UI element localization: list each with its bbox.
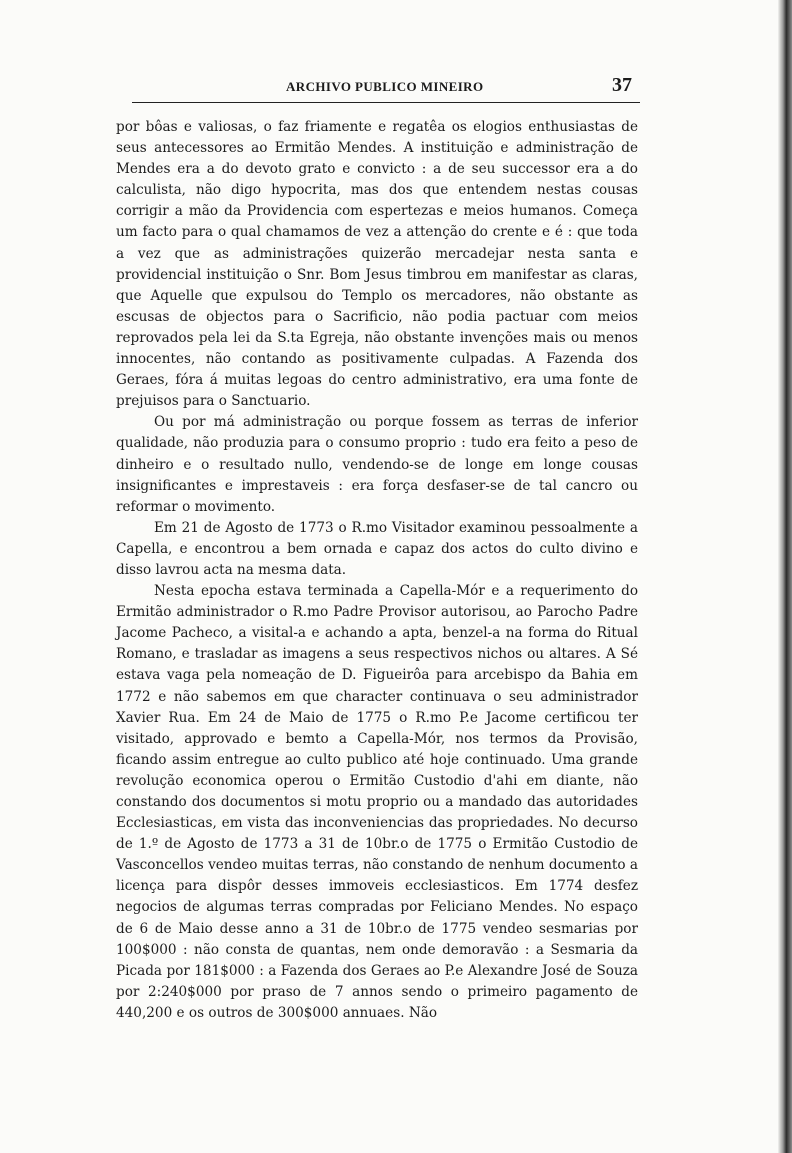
paragraph-4: Nesta epocha estava terminada a Capella-Mór e a requerimento do Ermitão administrador o R.mo Padre Provisor autorisou, ao Parocho Padre Jacome Pacheco, a visital-a e achando a apta, benzel-a na forma do Ritual Romano, e trasladar as imagens a seus respectivos nichos ou altares. A Sé estava vaga pela nomeação de D. Figueirôa para arcebispo da Bahia em 1772 e não sabemos em que character continuava o seu administrador Xavier Rua. Em 24 de Maio de 1775 o R.mo P.e Jacome certificou ter visitado, approvado e bemto a Capella-Mór, nos termos da Provisão, ficando assim entregue ao culto publico até hoje continuado. Uma grande revolução economica operou o Ermitão Custodio d'ahi em diante, não constando dos documentos si motu proprio ou a mandado das autoridades Ecclesiasticas, em vista das inconveniencias das propriedades. No decurso de 1.º de Agosto de 1773 a 31 de 10br.o de 1775 o Ermitão Custodio de Vasconcellos vendeo muitas terras, não constando de nenhum documento a licença para dispôr desses immoveis ecclesiasticos. Em 1774 desfez negocios de algumas terras compradas por Feliciano Mendes. No espaço de 6 de Maio desse anno a 31 de 10br.o de 1775 vendeo sesmarias por 100$000 : não consta de quantas, nem onde demoravão : a Sesmaria da Picada por 181$000 : a Fazenda dos Geraes ao P.e Alexandre José de Souza por 2:240$000 por praso de 7 annos sendo o primeiro pagamento de 440,200 e os outros de 300$000 annuaes. Não [116,583,638,1021]
paragraph-2: Ou por má administração ou porque fossem as terras de inferior qualidade, não produzia para o consumo proprio : tudo era feito a peso de dinheiro e o resultado nullo, vendendo-se de longe em longe cousas insignificantes e imprestaveis : era força desfaser-se de tal cancro ou reformar o movimento. [116,414,638,515]
paragraph-1: por bôas e valiosas, o faz friamente e regatêa os elogios enthusiastas de seus antecessores ao Ermitão Mendes. A instituição e administração de Mendes era a do devoto grato e convicto : a de seu successor era a do calculista, não digo hypocrita, mas dos que entendem nestas cousas corrigir a mão da Providencia com espertezas e meios humanos. Começa um facto para o qual chamamos de vez a attenção do crente e é : que toda a vez que as administrações quizerão mercadejar nesta santa e providencial instituição o Snr. Bom Jesus timbrou em manifestar as claras, que Aquelle que expulsou do Templo os mercadores, não obstante as escusas de objectos para o Sacrificio, não podia pactuar com meios reprovados pela lei da S.ta Egreja, não obstante invenções mais ou menos innocentes, não contando as positivamente culpadas. A Fazenda dos Geraes, fóra á muitas legoas do centro administrativo, era uma fonte de prejuisos para o Sanctuario. [116,119,638,410]
paragraph-3: Em 21 de Agosto de 1773 o R.mo Visitador examinou pessoalmente a Capella, e encontrou a bem ornada e capaz dos actos do culto divino e disso lavrou acta na mesma data. [116,519,638,578]
page-edge-shadow [778,0,792,1153]
body-text [116,117,638,1024]
running-header [132,76,640,103]
page-number: 37 [612,74,632,96]
running-title: ARCHIVO PUBLICO MINEIRO [286,79,484,94]
